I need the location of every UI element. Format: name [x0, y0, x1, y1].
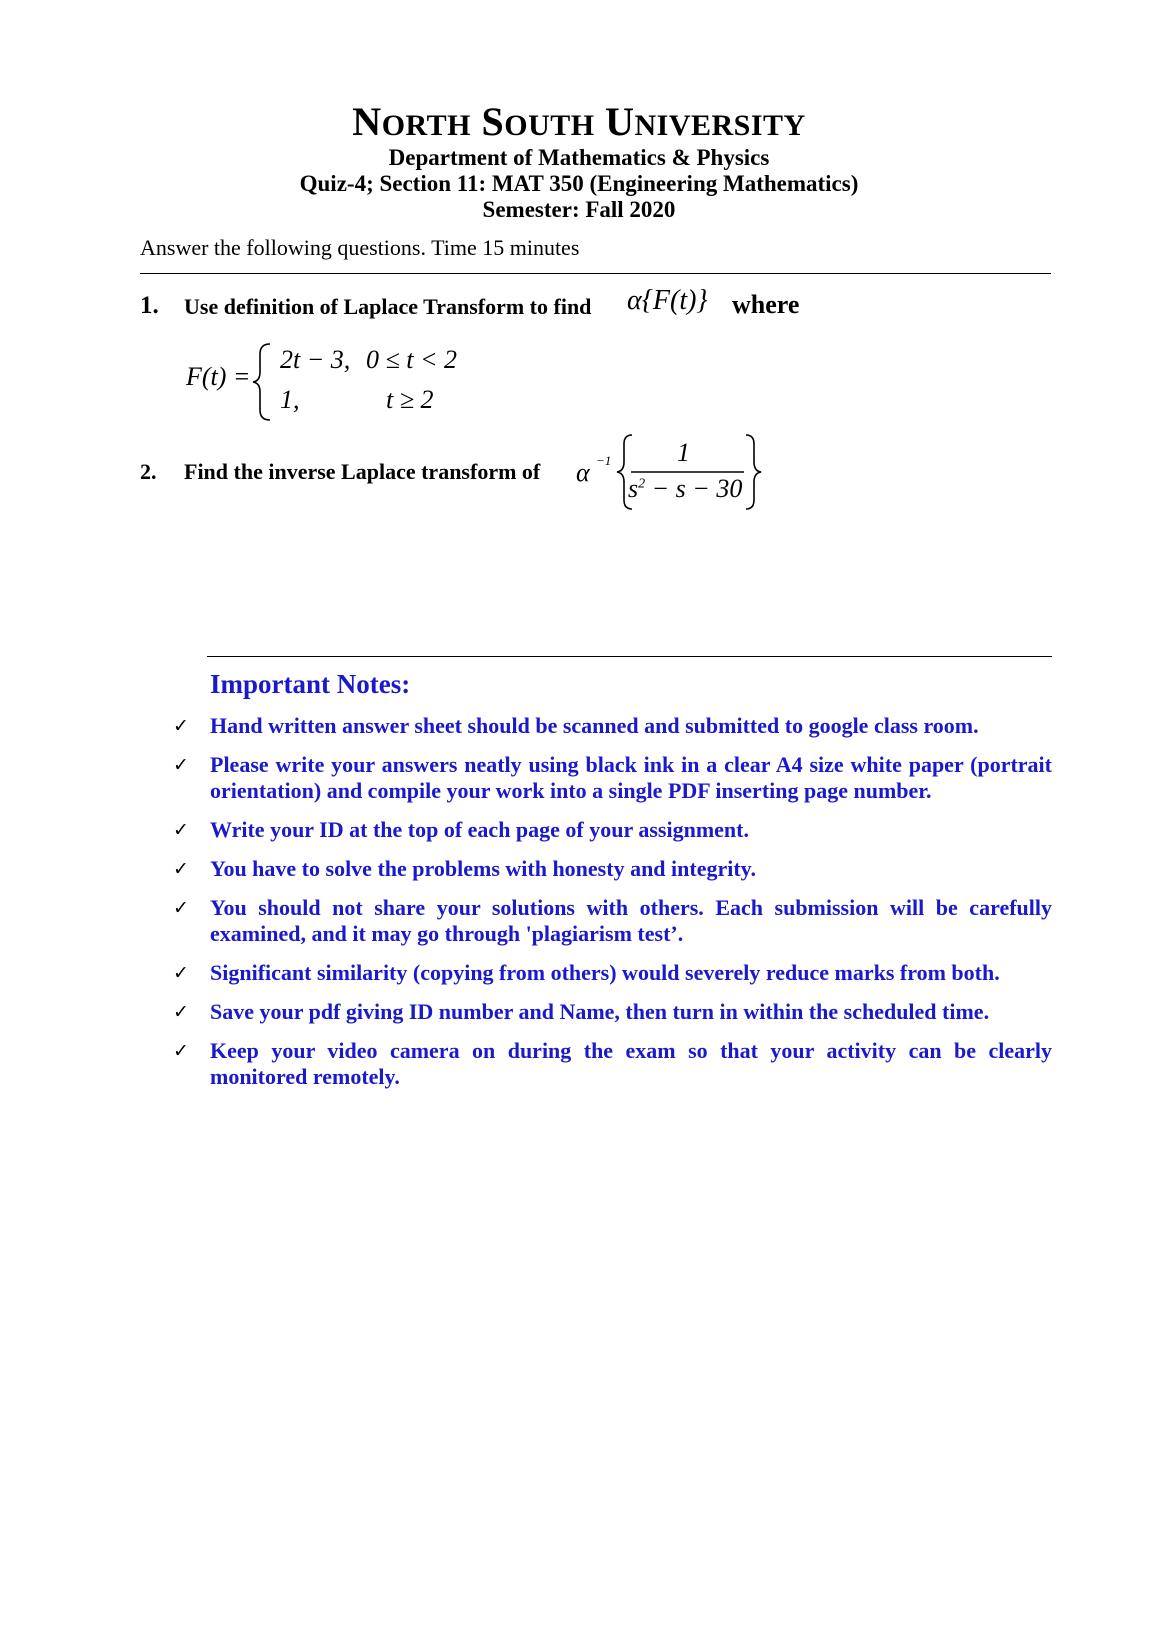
check-icon: ✓ — [173, 897, 189, 919]
inverse-operator: α — [576, 458, 590, 487]
list-item: ✓ Save your pdf giving ID number and Name, then turn in within the scheduled time. — [173, 999, 990, 1024]
question-2-text: Find the inverse Laplace transform of — [184, 459, 541, 484]
question-1-text: Use definition of Laplace Transform to find — [184, 294, 592, 319]
question-1-expression: α{F(t)} — [627, 285, 708, 316]
piecewise-case-1-expr: 2t − 3, — [280, 345, 351, 374]
notes-list — [170, 713, 1052, 1103]
piecewise-case-2-condition: t ≥ 2 — [386, 385, 434, 414]
check-icon: ✓ — [173, 715, 189, 737]
check-icon: ✓ — [173, 754, 189, 776]
piecewise-case-2-expr: 1, — [280, 385, 300, 414]
list-item: ✓ Write your ID at the top of each page of your assignment. — [173, 817, 749, 842]
fraction-denominator: $s^2 - s - 30$ — [628, 474, 743, 503]
notes-title: Important Notes: — [210, 669, 411, 699]
course-title: Quiz-4; Section 11: MAT 350 (Engineering Mathematics) — [299, 171, 859, 196]
instructions: Answer the following questions. Time 15 minutes — [140, 235, 580, 260]
list-item: ✓ Significant similarity (copying from others) would severely reduce marks from both. — [173, 960, 1000, 985]
divider — [140, 273, 1051, 274]
list-item: ✓ You have to solve the problems with honesty and integrity. — [173, 856, 756, 881]
check-icon: ✓ — [173, 962, 189, 984]
piecewise-case-1-condition: 0 ≤ t < 2 — [366, 345, 458, 374]
question-2-number: 2. — [140, 459, 157, 484]
question-1-where: where — [732, 290, 800, 319]
question-1-number: 1. — [140, 292, 159, 319]
check-icon: ✓ — [173, 1040, 189, 1062]
divider — [207, 656, 1052, 657]
piecewise-lhs: F(t) = — [186, 362, 251, 391]
piecewise-brace-icon — [250, 342, 274, 422]
department-title: Department of Mathematics & Physics — [388, 145, 770, 170]
fraction-numerator: 1 — [677, 438, 690, 467]
inverse-operator-superscript: −1 — [596, 453, 612, 468]
list-item: ✓ Hand written answer sheet should be scanned and submitted to google class room. — [173, 713, 979, 738]
check-icon: ✓ — [173, 1001, 189, 1023]
list-item: ✓ Please write your answers neatly using black ink in a clear A4 size white paper (portrait orientation) and compile your work into a single PDF inserting page number. — [173, 752, 1052, 803]
list-item: ✓ Keep your video camera on during the exam so that your activity can be clearly monitored remotely. — [173, 1038, 1052, 1089]
check-icon: ✓ — [173, 819, 189, 841]
check-icon: ✓ — [173, 858, 189, 880]
university-name: NORTH SOUTH UNIVERSITY — [352, 99, 806, 144]
list-item: ✓ You should not share your solutions with others. Each submission will be carefully examined, and it may go through 'plagiarism test’. — [173, 895, 1052, 946]
semester-title: Semester: Fall 2020 — [482, 197, 676, 222]
